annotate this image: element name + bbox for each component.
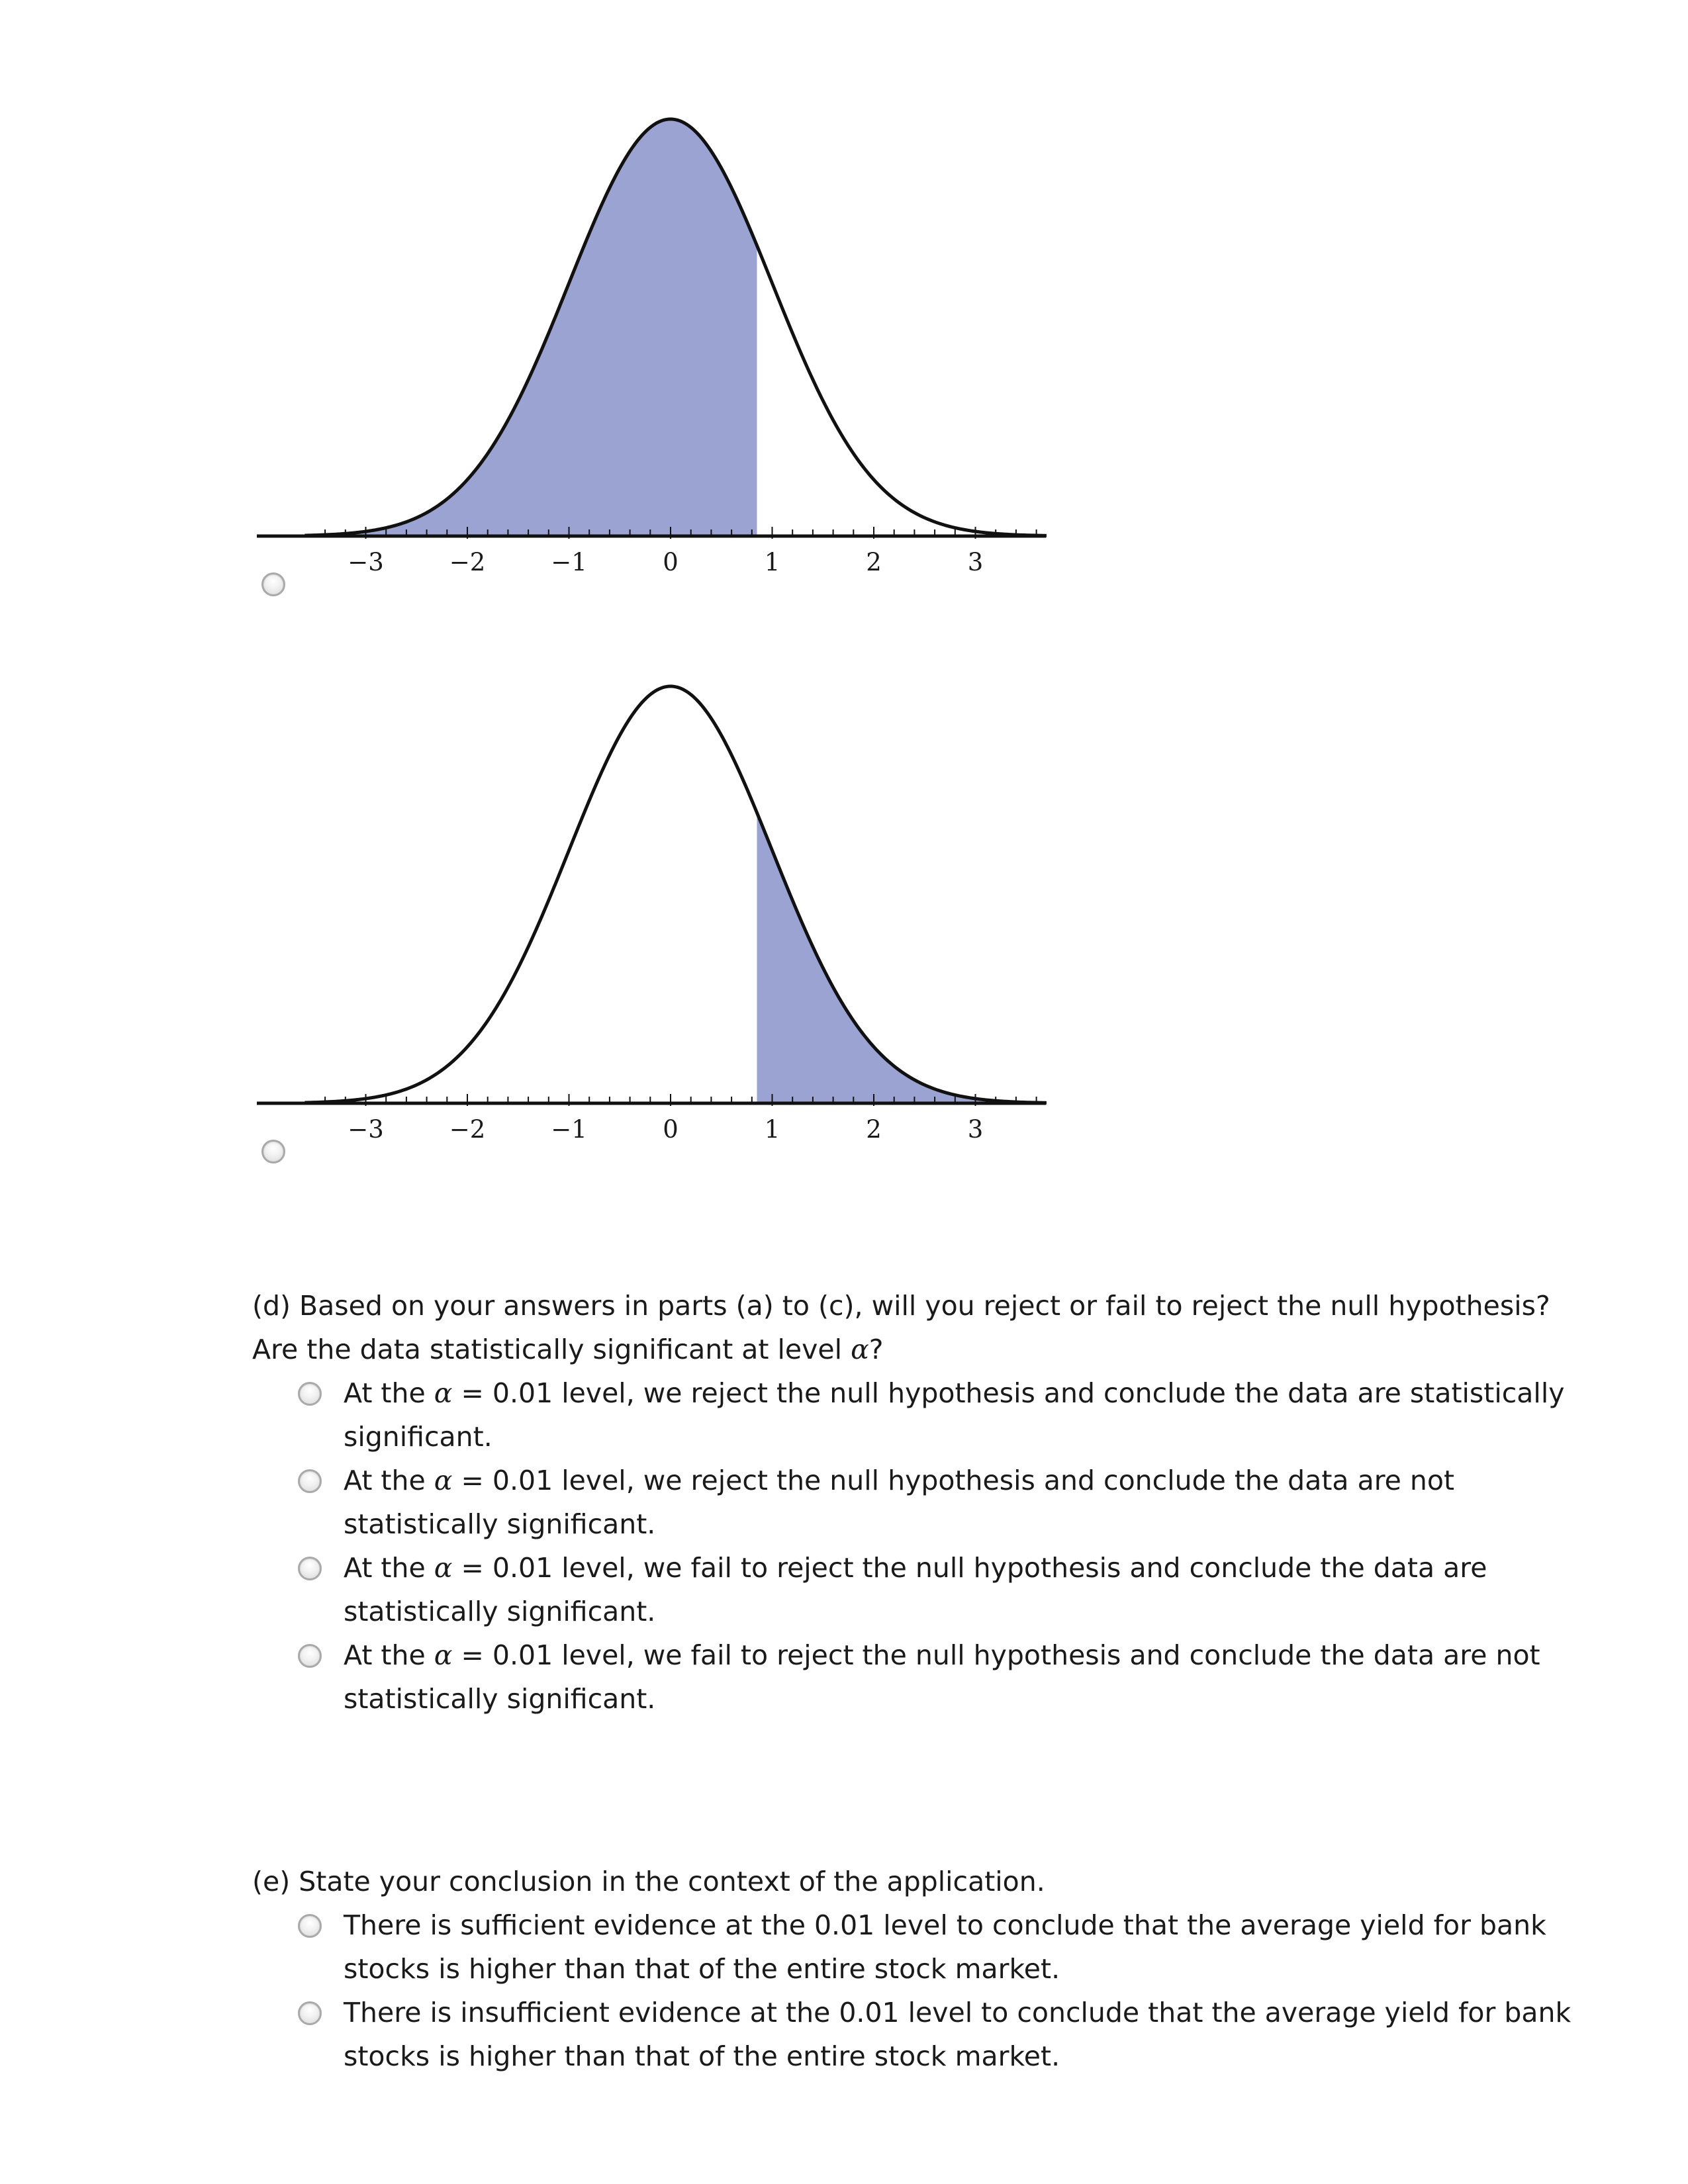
option-d-3-text bbox=[344, 1546, 1616, 1633]
question-part-e bbox=[252, 1860, 1616, 2078]
tick-label: 2 bbox=[866, 548, 882, 576]
shaded-region-1 bbox=[335, 119, 757, 536]
alpha-symbol: α bbox=[434, 1377, 453, 1409]
option-e-2-text: There is insufficient evidence at the 0.01 level to conclude that the average yield for bank stocks is higher than that of the entire stock market. bbox=[344, 1997, 1571, 2072]
question-part-d bbox=[252, 1284, 1616, 1721]
option-text-post: = 0.01 level, we reject the null hypothesis and conclude the data are not statistically significant. bbox=[344, 1465, 1455, 1540]
tick-label: −1 bbox=[551, 1115, 587, 1144]
tick-label: −2 bbox=[449, 548, 486, 576]
normal-curve-2 bbox=[305, 686, 1047, 1103]
alpha-symbol: α bbox=[434, 1552, 453, 1584]
shaded-region-2 bbox=[757, 813, 1046, 1103]
tick-labels-1 bbox=[348, 548, 983, 576]
option-d-1[interactable] bbox=[344, 1371, 1616, 1459]
option-e-2-radio[interactable] bbox=[298, 2001, 322, 2025]
graph-1-radio[interactable] bbox=[261, 572, 285, 596]
option-d-3-radio[interactable] bbox=[298, 1557, 322, 1580]
tick-label: 0 bbox=[663, 1115, 679, 1144]
tick-label: −3 bbox=[348, 548, 384, 576]
option-d-1-text bbox=[344, 1371, 1616, 1459]
alpha-symbol: α bbox=[434, 1465, 453, 1496]
graph-option-1 bbox=[252, 106, 1072, 609]
tick-label: 1 bbox=[764, 1115, 780, 1144]
options-part-d bbox=[344, 1371, 1616, 1721]
option-d-4-radio[interactable] bbox=[298, 1644, 322, 1668]
tick-label: 3 bbox=[967, 548, 984, 576]
alpha-symbol: α bbox=[851, 1334, 869, 1365]
question-d-text bbox=[252, 1284, 1616, 1371]
normal-curve-chart-2 bbox=[252, 673, 1072, 1176]
graph-2-radio[interactable] bbox=[261, 1140, 285, 1163]
option-text-pre: At the bbox=[344, 1552, 434, 1584]
question-d-line1: (d) Based on your answers in parts (a) to (c), will you reject or fail to reject the null hypothesis? bbox=[252, 1290, 1550, 1322]
option-d-3[interactable] bbox=[344, 1546, 1616, 1633]
tick-labels-2 bbox=[348, 1115, 983, 1144]
tick-label: −2 bbox=[449, 1115, 486, 1144]
tick-label: −1 bbox=[551, 548, 587, 576]
option-text-pre: At the bbox=[344, 1465, 434, 1496]
graph-option-2 bbox=[252, 673, 1072, 1176]
question-e-text: (e) State your conclusion in the context of the application. bbox=[252, 1866, 1045, 1897]
question-d-qmark: ? bbox=[868, 1334, 884, 1365]
option-text-pre: At the bbox=[344, 1639, 434, 1671]
option-d-4-text bbox=[344, 1633, 1616, 1721]
normal-curve-chart-1 bbox=[252, 106, 1072, 609]
alpha-symbol: α bbox=[434, 1639, 453, 1671]
question-d-line2: Are the data statistically significant at level bbox=[252, 1334, 851, 1365]
option-d-2-text bbox=[344, 1459, 1616, 1546]
option-text-post: = 0.01 level, we fail to reject the null hypothesis and conclude the data are not statistically significant. bbox=[344, 1639, 1540, 1715]
option-d-1-radio[interactable] bbox=[298, 1382, 322, 1406]
tick-label: 2 bbox=[866, 1115, 882, 1144]
tick-label: 0 bbox=[663, 548, 679, 576]
option-d-2-radio[interactable] bbox=[298, 1469, 322, 1493]
option-e-1[interactable] bbox=[344, 1903, 1616, 1991]
option-e-1-text: There is sufficient evidence at the 0.01 level to conclude that the average yield for bank stocks is higher than that of the entire stock market. bbox=[344, 1909, 1546, 1985]
option-text-post: = 0.01 level, we fail to reject the null hypothesis and conclude the data are statistically significant. bbox=[344, 1552, 1487, 1627]
option-e-1-radio[interactable] bbox=[298, 1914, 322, 1938]
option-text-pre: At the bbox=[344, 1377, 434, 1409]
option-d-4[interactable] bbox=[344, 1633, 1616, 1721]
tick-label: −3 bbox=[348, 1115, 384, 1144]
tick-label: 1 bbox=[764, 548, 780, 576]
tick-label: 3 bbox=[967, 1115, 984, 1144]
option-text-post: = 0.01 level, we reject the null hypothesis and conclude the data are statistically significant. bbox=[344, 1377, 1565, 1453]
options-part-e bbox=[344, 1903, 1616, 2078]
option-d-2[interactable] bbox=[344, 1459, 1616, 1546]
option-e-2[interactable] bbox=[344, 1991, 1616, 2078]
